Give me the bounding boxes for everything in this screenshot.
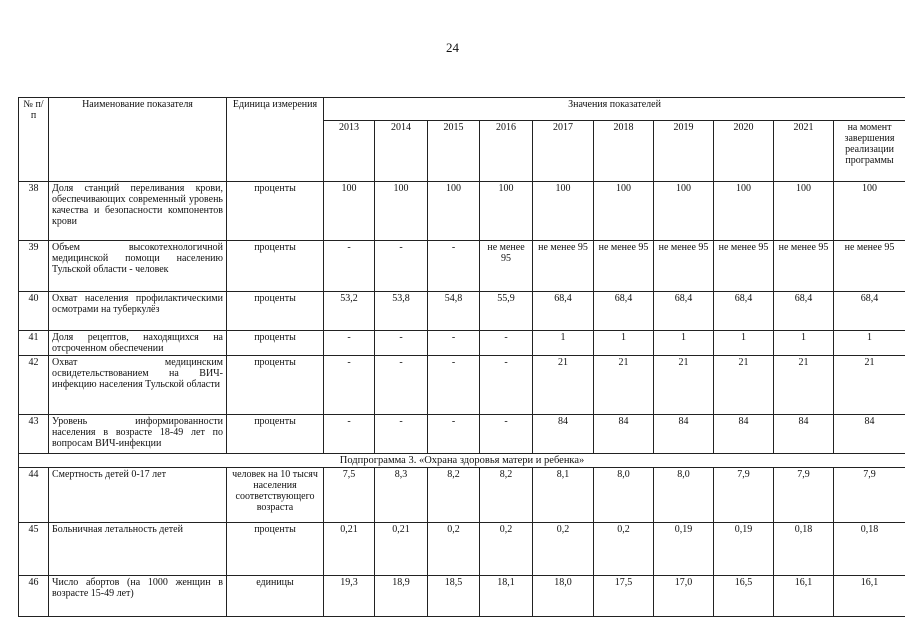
indicator-value: 16,5 <box>714 576 774 617</box>
row-number: 42 <box>19 356 49 415</box>
indicator-value: 100 <box>774 182 834 241</box>
indicator-name: Доля рецептов, находящихся на отсроченном обеспечении <box>49 331 227 356</box>
table-row <box>19 182 905 241</box>
indicator-value: - <box>480 356 533 415</box>
indicator-value: 54,8 <box>428 292 480 331</box>
indicator-value: 7,9 <box>714 468 774 523</box>
indicator-value: 21 <box>654 356 714 415</box>
indicator-value: 100 <box>480 182 533 241</box>
indicator-unit: единицы <box>227 576 324 617</box>
indicator-value: не менее 95 <box>533 241 594 292</box>
header-year: 2017 <box>533 121 594 182</box>
header-year: 2018 <box>594 121 654 182</box>
indicator-value: 68,4 <box>714 292 774 331</box>
indicator-value: 100 <box>533 182 594 241</box>
indicator-value: 8,0 <box>594 468 654 523</box>
header-year: 2015 <box>428 121 480 182</box>
header-year: 2013 <box>324 121 375 182</box>
row-number: 39 <box>19 241 49 292</box>
indicator-value: 8,0 <box>654 468 714 523</box>
indicator-value: 0,2 <box>594 523 654 576</box>
indicator-value: 0,19 <box>654 523 714 576</box>
indicator-value: 100 <box>324 182 375 241</box>
header-year: 2019 <box>654 121 714 182</box>
indicator-unit: проценты <box>227 523 324 576</box>
indicator-value: 53,8 <box>375 292 428 331</box>
indicator-name: Доля станций переливания крови, обеспечивающих современный уровень качества и безопасности компонентов крови <box>49 182 227 241</box>
indicator-value: 17,5 <box>594 576 654 617</box>
indicator-value: 21 <box>834 356 905 415</box>
indicator-value: 19,3 <box>324 576 375 617</box>
indicator-value: 84 <box>834 415 905 454</box>
indicator-value: - <box>480 415 533 454</box>
indicator-value: 21 <box>533 356 594 415</box>
indicator-value: не менее 95 <box>834 241 905 292</box>
table-row <box>19 331 905 356</box>
header-unit: Единица измерения <box>227 98 324 182</box>
row-number: 40 <box>19 292 49 331</box>
header-values: Значения показателей <box>324 98 905 121</box>
indicator-name: Охват медицинским освидетельствованием на ВИЧ-инфекцию населения Тульской области <box>49 356 227 415</box>
indicator-value: 84 <box>714 415 774 454</box>
indicator-value: 0,18 <box>774 523 834 576</box>
indicator-name: Больничная летальность детей <box>49 523 227 576</box>
indicator-unit: проценты <box>227 331 324 356</box>
indicator-value: не менее 95 <box>480 241 533 292</box>
header-year: 2016 <box>480 121 533 182</box>
indicator-value: 7,9 <box>774 468 834 523</box>
indicator-value: 18,5 <box>428 576 480 617</box>
page-number: 24 <box>446 40 459 55</box>
indicator-value: 53,2 <box>324 292 375 331</box>
indicator-name: Число абортов (на 1000 женщин в возрасте 15-49 лет) <box>49 576 227 617</box>
indicator-value: 68,4 <box>834 292 905 331</box>
indicator-value: 0,2 <box>480 523 533 576</box>
indicator-unit: проценты <box>227 182 324 241</box>
indicator-value: 0,2 <box>533 523 594 576</box>
row-number: 46 <box>19 576 49 617</box>
indicator-value: 18,0 <box>533 576 594 617</box>
indicator-value: 16,1 <box>834 576 905 617</box>
indicator-value: 7,5 <box>324 468 375 523</box>
indicators-table <box>18 97 905 617</box>
indicator-name: Охват населения профилактическими осмотрами на туберкулёз <box>49 292 227 331</box>
indicator-value: 8,2 <box>428 468 480 523</box>
header-year-final: на момент завершения реализации программы <box>834 121 905 182</box>
indicator-value: 1 <box>834 331 905 356</box>
indicator-value: 21 <box>714 356 774 415</box>
row-number: 41 <box>19 331 49 356</box>
header-num: № п/п <box>19 98 49 182</box>
indicator-value: 18,1 <box>480 576 533 617</box>
row-number: 43 <box>19 415 49 454</box>
table-row <box>19 415 905 454</box>
indicator-value: 21 <box>774 356 834 415</box>
indicator-value: - <box>428 415 480 454</box>
row-number: 45 <box>19 523 49 576</box>
indicator-value: 21 <box>594 356 654 415</box>
table-row <box>19 468 905 523</box>
indicator-unit: проценты <box>227 241 324 292</box>
indicator-value: 18,9 <box>375 576 428 617</box>
indicator-value: 68,4 <box>774 292 834 331</box>
indicator-value: 84 <box>533 415 594 454</box>
header-year: 2021 <box>774 121 834 182</box>
indicator-value: 100 <box>428 182 480 241</box>
indicator-value: - <box>324 415 375 454</box>
indicator-value: 100 <box>834 182 905 241</box>
indicator-value: 1 <box>774 331 834 356</box>
indicator-value: 7,9 <box>834 468 905 523</box>
header-name: Наименование показателя <box>49 98 227 182</box>
indicator-unit: человек на 10 тысяч населения соответствующего возраста <box>227 468 324 523</box>
indicator-value: 84 <box>594 415 654 454</box>
table-row <box>19 576 905 617</box>
indicator-value: не менее 95 <box>714 241 774 292</box>
indicator-value: 1 <box>654 331 714 356</box>
row-number: 44 <box>19 468 49 523</box>
indicator-unit: проценты <box>227 356 324 415</box>
indicator-value: 84 <box>654 415 714 454</box>
indicator-value: 68,4 <box>594 292 654 331</box>
indicator-value: не менее 95 <box>774 241 834 292</box>
header-year: 2014 <box>375 121 428 182</box>
indicator-value: 8,1 <box>533 468 594 523</box>
indicator-value: 1 <box>533 331 594 356</box>
indicator-value: - <box>324 356 375 415</box>
indicator-value: - <box>324 241 375 292</box>
indicator-value: 16,1 <box>774 576 834 617</box>
indicator-value: 8,3 <box>375 468 428 523</box>
indicator-name: Уровень информированности населения в возрасте 18-49 лет по вопросам ВИЧ-инфекции <box>49 415 227 454</box>
indicator-value: 0,21 <box>375 523 428 576</box>
indicator-value: 0,19 <box>714 523 774 576</box>
table-row <box>19 356 905 415</box>
indicator-value: - <box>375 356 428 415</box>
indicator-value: - <box>428 241 480 292</box>
indicator-name: Объем высокотехнологичной медицинской помощи населению Тульской области - человек <box>49 241 227 292</box>
table-row <box>19 523 905 576</box>
indicator-value: 17,0 <box>654 576 714 617</box>
indicator-value: 100 <box>654 182 714 241</box>
indicator-value: 0,21 <box>324 523 375 576</box>
indicator-value: - <box>428 331 480 356</box>
indicator-value: 68,4 <box>654 292 714 331</box>
indicator-unit: проценты <box>227 415 324 454</box>
indicator-value: 1 <box>594 331 654 356</box>
indicator-value: - <box>375 241 428 292</box>
table-row <box>19 292 905 331</box>
indicator-value: 100 <box>594 182 654 241</box>
indicator-value: 0,18 <box>834 523 905 576</box>
indicator-value: 1 <box>714 331 774 356</box>
indicator-value: 55,9 <box>480 292 533 331</box>
indicator-value: - <box>324 331 375 356</box>
row-number: 38 <box>19 182 49 241</box>
header-year: 2020 <box>714 121 774 182</box>
indicator-value: - <box>375 331 428 356</box>
indicator-value: - <box>428 356 480 415</box>
indicator-value: 100 <box>714 182 774 241</box>
table-row <box>19 241 905 292</box>
indicator-value: 8,2 <box>480 468 533 523</box>
indicator-unit: проценты <box>227 292 324 331</box>
subprogram-heading: Подпрограмма 3. «Охрана здоровья матери и ребенка» <box>19 454 905 468</box>
indicator-value: - <box>480 331 533 356</box>
indicator-value: - <box>375 415 428 454</box>
indicator-value: не менее 95 <box>594 241 654 292</box>
indicator-value: 68,4 <box>533 292 594 331</box>
indicator-value: 84 <box>774 415 834 454</box>
indicator-value: 100 <box>375 182 428 241</box>
indicator-name: Смертность детей 0-17 лет <box>49 468 227 523</box>
indicator-value: 0,2 <box>428 523 480 576</box>
indicator-value: не менее 95 <box>654 241 714 292</box>
